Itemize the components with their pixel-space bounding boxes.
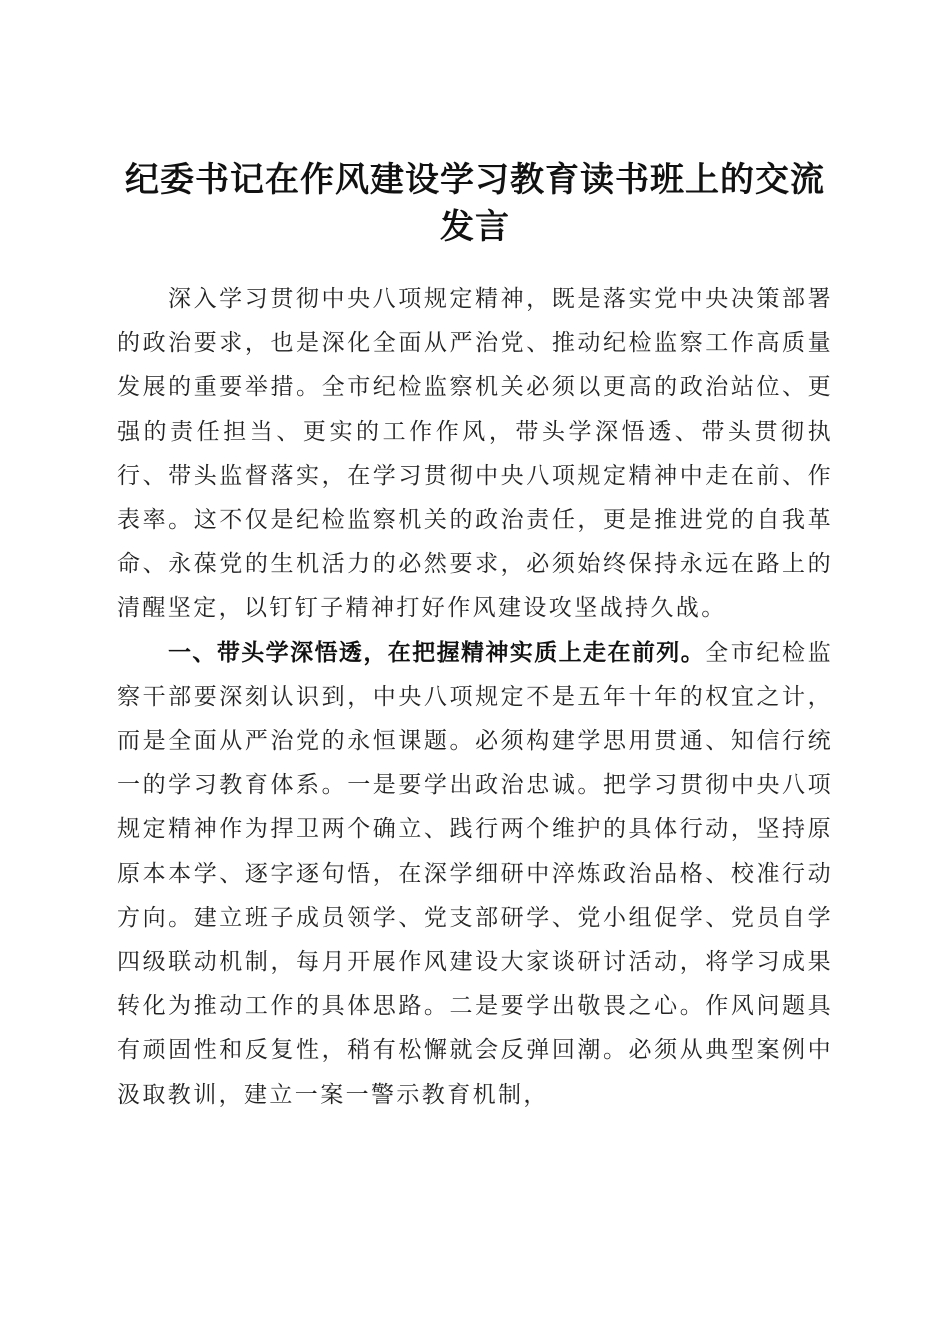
section-one-heading: 一、带头学深悟透，在把握精神实质上走在前列。 <box>168 639 706 666</box>
intro-paragraph: 深入学习贯彻中央八项规定精神，既是落实党中央决策部署的政治要求，也是深化全面从严治党、推动纪检监察工作高质量发展的重要举措。全市纪检监察机关必须以更高的政治站位、更强的责任担当、更实的工作作风，带头学深悟透、带头贯彻执行、带头监督落实，在学习贯彻中央八项规定精神中走在前、作表率。这不仅是纪检监察机关的政治责任，更是推进党的自我革命、永葆党的生机活力的必然要求，必须始终保持永远在路上的清醒坚定，以钉钉子精神打好作风建设攻坚战持久战。 <box>117 286 833 622</box>
section-one-paragraph <box>117 631 833 1117</box>
document-title: 纪委书记在作风建设学习教育读书班上的交流发言 <box>125 159 825 247</box>
section-one-text: 全市纪检监察干部要深刻认识到，中央八项规定不是五年十年的权宜之计，而是全面从严治党的永恒课题。必须构建学思用贯通、知信行统一的学习教育体系。一是要学出政治忠诚。把学习贯彻中央八项规定精神作为捍卫两个确立、践行两个维护的具体行动，坚持原原本本学、逐字逐句悟，在深学细研中淬炼政治品格、校准行动方向。建立班子成员领学、党支部研学、党小组促学、党员自学四级联动机制，每月开展作风建设大家谈研讨活动，将学习成果转化为推动工作的具体思路。二是要学出敬畏之心。作风问题具有顽固性和反复性，稍有松懈就会反弹回潮。必须从典型案例中汲取教训，建立一案一警示教育机制， <box>117 639 834 1108</box>
document-body <box>117 277 833 1117</box>
